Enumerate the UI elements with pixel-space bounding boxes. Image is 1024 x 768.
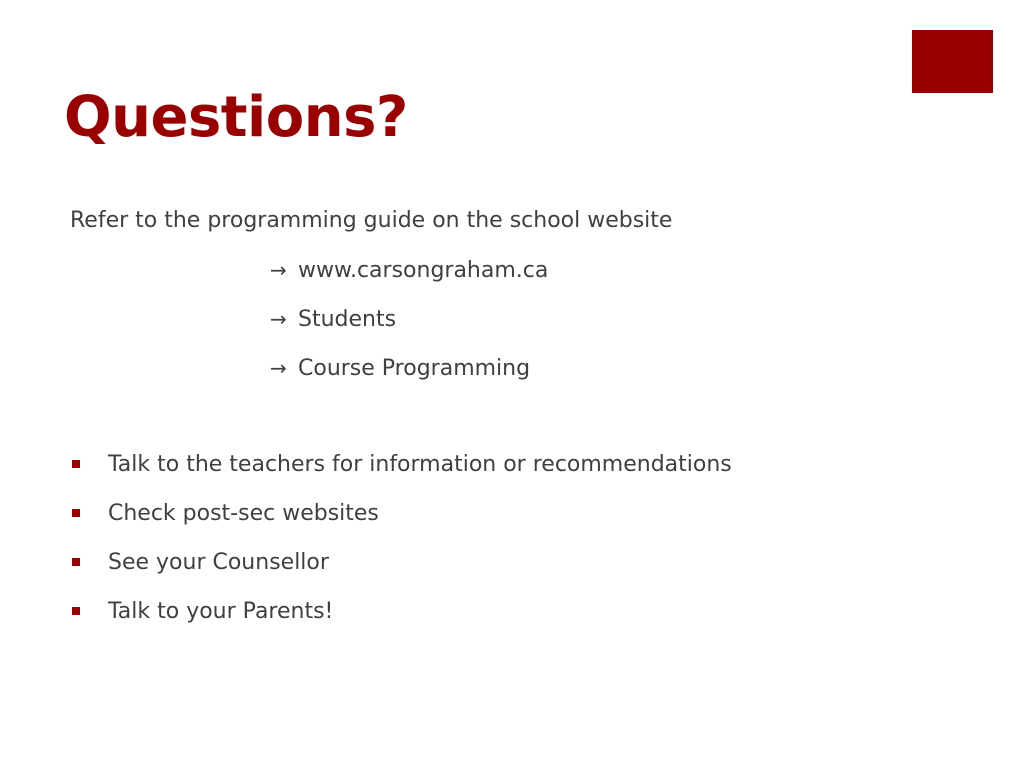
bullet-label: Talk to your Parents! bbox=[108, 599, 334, 624]
path-step-course-programming bbox=[270, 353, 530, 384]
path-step-students bbox=[270, 304, 396, 335]
square-bullet-icon bbox=[72, 607, 80, 615]
arrow-right-icon: → bbox=[270, 356, 287, 380]
path-step-label: Course Programming bbox=[298, 356, 531, 381]
slide-title: Questions? bbox=[64, 85, 408, 150]
bullet-label: See your Counsellor bbox=[108, 550, 329, 575]
arrow-right-icon: → bbox=[270, 307, 287, 331]
path-step-website bbox=[270, 255, 548, 286]
arrow-right-icon: → bbox=[270, 258, 287, 282]
path-step-label: Students bbox=[298, 307, 397, 332]
accent-square bbox=[912, 30, 993, 93]
bullet-label: Check post-sec websites bbox=[108, 501, 379, 526]
square-bullet-icon bbox=[72, 460, 80, 468]
bullet-label: Talk to the teachers for information or recommendations bbox=[108, 452, 732, 477]
path-step-label: www.carsongraham.ca bbox=[298, 258, 549, 283]
square-bullet-icon bbox=[72, 558, 80, 566]
square-bullet-icon bbox=[72, 509, 80, 517]
intro-text: Refer to the programming guide on the school website bbox=[70, 208, 673, 233]
